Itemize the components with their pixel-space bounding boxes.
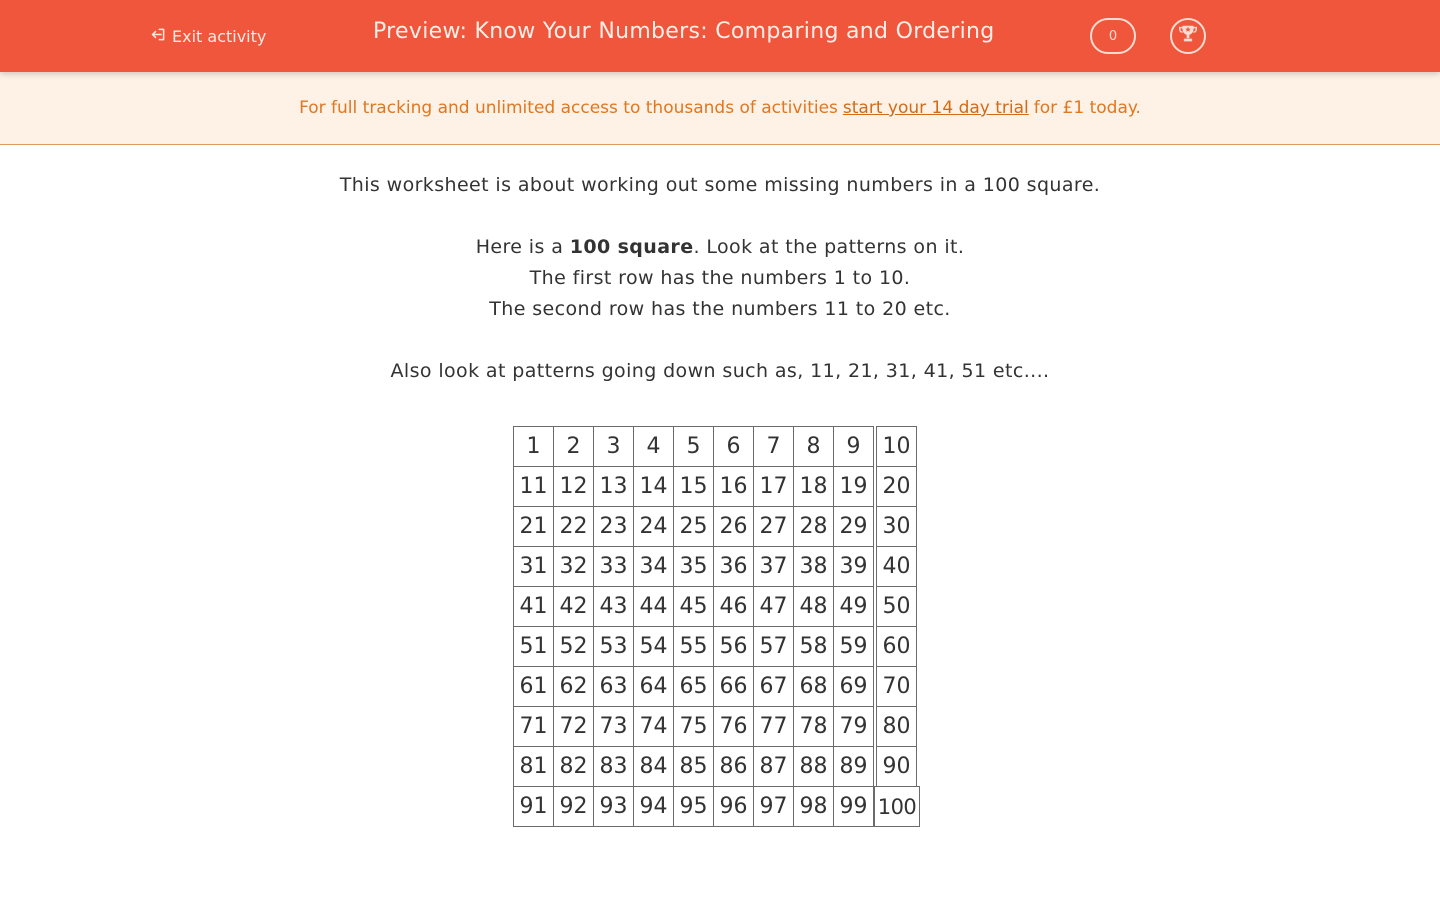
instruction-line-2: The first row has the numbers 1 to 10.	[529, 267, 911, 289]
grid-cell: 61	[513, 666, 554, 707]
grid-cell: 13	[593, 466, 634, 507]
instruction-line-3: The second row has the numbers 11 to 20 etc.	[489, 298, 951, 320]
grid-cell: 74	[633, 706, 674, 747]
hundred-square-grid	[513, 426, 919, 826]
grid-cell: 27	[753, 506, 794, 547]
grid-cell: 6	[713, 426, 754, 467]
grid-cell: 38	[793, 546, 834, 587]
grid-row	[513, 466, 919, 506]
grid-cell: 87	[753, 746, 794, 787]
grid-cell: 50	[876, 586, 917, 627]
trophy-icon	[1177, 23, 1199, 49]
grid-cell: 43	[593, 586, 634, 627]
grid-cell: 97	[753, 786, 794, 827]
grid-cell: 84	[633, 746, 674, 787]
exit-activity-label: Exit activity	[172, 26, 267, 46]
grid-cell: 79	[833, 706, 874, 747]
grid-cell: 32	[553, 546, 594, 587]
grid-cell: 83	[593, 746, 634, 787]
grid-cell: 16	[713, 466, 754, 507]
line1-post: . Look at the patterns on it.	[693, 236, 965, 258]
top-bar	[0, 0, 1440, 72]
grid-cell: 28	[793, 506, 834, 547]
grid-cell: 2	[553, 426, 594, 467]
grid-cell: 100	[874, 786, 920, 827]
trophy-button[interactable]	[1170, 18, 1206, 54]
grid-cell: 80	[876, 706, 917, 747]
grid-cell: 86	[713, 746, 754, 787]
grid-cell: 31	[513, 546, 554, 587]
grid-cell: 4	[633, 426, 674, 467]
grid-cell: 93	[593, 786, 634, 827]
grid-cell: 73	[593, 706, 634, 747]
grid-row	[513, 426, 919, 466]
grid-cell: 91	[513, 786, 554, 827]
grid-cell: 45	[673, 586, 714, 627]
grid-row	[513, 666, 919, 706]
grid-cell: 44	[633, 586, 674, 627]
grid-cell: 41	[513, 586, 554, 627]
grid-row	[513, 586, 919, 626]
exit-activity-button[interactable]	[150, 24, 266, 48]
grid-cell: 9	[833, 426, 874, 467]
grid-cell: 10	[876, 426, 917, 467]
instruction-line-4: Also look at patterns going down such as, 11, 21, 31, 41, 51 etc....	[390, 360, 1050, 382]
grid-cell: 46	[713, 586, 754, 627]
grid-cell: 62	[553, 666, 594, 707]
grid-cell: 75	[673, 706, 714, 747]
grid-cell: 39	[833, 546, 874, 587]
grid-row	[513, 786, 919, 826]
grid-cell: 77	[753, 706, 794, 747]
grid-cell: 54	[633, 626, 674, 667]
worksheet-intro	[0, 170, 1440, 387]
grid-cell: 96	[713, 786, 754, 827]
grid-row	[513, 626, 919, 666]
grid-cell: 8	[793, 426, 834, 467]
grid-cell: 92	[553, 786, 594, 827]
grid-cell: 22	[553, 506, 594, 547]
grid-cell: 58	[793, 626, 834, 667]
grid-cell: 60	[876, 626, 917, 667]
grid-cell: 35	[673, 546, 714, 587]
grid-cell: 57	[753, 626, 794, 667]
banner-text: For full tracking and unlimited access to thousands of activities	[299, 98, 838, 118]
grid-cell: 17	[753, 466, 794, 507]
grid-cell: 40	[876, 546, 917, 587]
grid-cell: 11	[513, 466, 554, 507]
bold-100-square: 100 square	[569, 236, 694, 258]
grid-cell: 14	[633, 466, 674, 507]
grid-cell: 71	[513, 706, 554, 747]
grid-cell: 36	[713, 546, 754, 587]
grid-cell: 89	[833, 746, 874, 787]
grid-cell: 1	[513, 426, 554, 467]
grid-cell: 5	[673, 426, 714, 467]
grid-cell: 37	[753, 546, 794, 587]
grid-cell: 81	[513, 746, 554, 787]
grid-cell: 95	[673, 786, 714, 827]
grid-cell: 78	[793, 706, 834, 747]
grid-cell: 25	[673, 506, 714, 547]
grid-cell: 19	[833, 466, 874, 507]
grid-cell: 30	[876, 506, 917, 547]
line1-pre: Here is a	[475, 236, 564, 258]
grid-cell: 49	[833, 586, 874, 627]
grid-row	[513, 506, 919, 546]
grid-cell: 67	[753, 666, 794, 707]
grid-cell: 69	[833, 666, 874, 707]
grid-cell: 12	[553, 466, 594, 507]
grid-cell: 53	[593, 626, 634, 667]
grid-row	[513, 546, 919, 586]
grid-cell: 18	[793, 466, 834, 507]
grid-cell: 98	[793, 786, 834, 827]
grid-cell: 88	[793, 746, 834, 787]
grid-cell: 63	[593, 666, 634, 707]
grid-cell: 23	[593, 506, 634, 547]
grid-cell: 56	[713, 626, 754, 667]
grid-cell: 20	[876, 466, 917, 507]
grid-cell: 65	[673, 666, 714, 707]
grid-cell: 52	[553, 626, 594, 667]
grid-cell: 72	[553, 706, 594, 747]
grid-cell: 76	[713, 706, 754, 747]
grid-cell: 85	[673, 746, 714, 787]
grid-cell: 51	[513, 626, 554, 667]
grid-cell: 55	[673, 626, 714, 667]
grid-cell: 47	[753, 586, 794, 627]
grid-cell: 15	[673, 466, 714, 507]
grid-cell: 26	[713, 506, 754, 547]
grid-cell: 64	[633, 666, 674, 707]
trial-banner	[0, 72, 1440, 145]
grid-cell: 59	[833, 626, 874, 667]
grid-cell: 68	[793, 666, 834, 707]
grid-cell: 7	[753, 426, 794, 467]
grid-cell: 21	[513, 506, 554, 547]
score-badge: 0	[1090, 18, 1136, 54]
grid-cell: 34	[633, 546, 674, 587]
grid-cell: 24	[633, 506, 674, 547]
grid-cell: 70	[876, 666, 917, 707]
intro-text: This worksheet is about working out some missing numbers in a 100 square.	[339, 174, 1101, 196]
instruction-line-1	[0, 232, 1440, 263]
grid-cell: 29	[833, 506, 874, 547]
grid-cell: 42	[553, 586, 594, 627]
grid-cell: 48	[793, 586, 834, 627]
grid-row	[513, 706, 919, 746]
start-trial-link[interactable]: start your 14 day trial	[842, 98, 1029, 118]
exit-arrow-icon	[150, 26, 167, 47]
grid-cell: 3	[593, 426, 634, 467]
grid-cell: 94	[633, 786, 674, 827]
grid-cell: 82	[553, 746, 594, 787]
grid-cell: 99	[833, 786, 874, 827]
page-title: Preview: Know Your Numbers: Comparing and Ordering	[373, 19, 995, 44]
banner-text-after: for £1 today.	[1033, 98, 1141, 118]
grid-row	[513, 746, 919, 786]
grid-cell: 66	[713, 666, 754, 707]
grid-cell: 90	[876, 746, 917, 787]
grid-cell: 33	[593, 546, 634, 587]
